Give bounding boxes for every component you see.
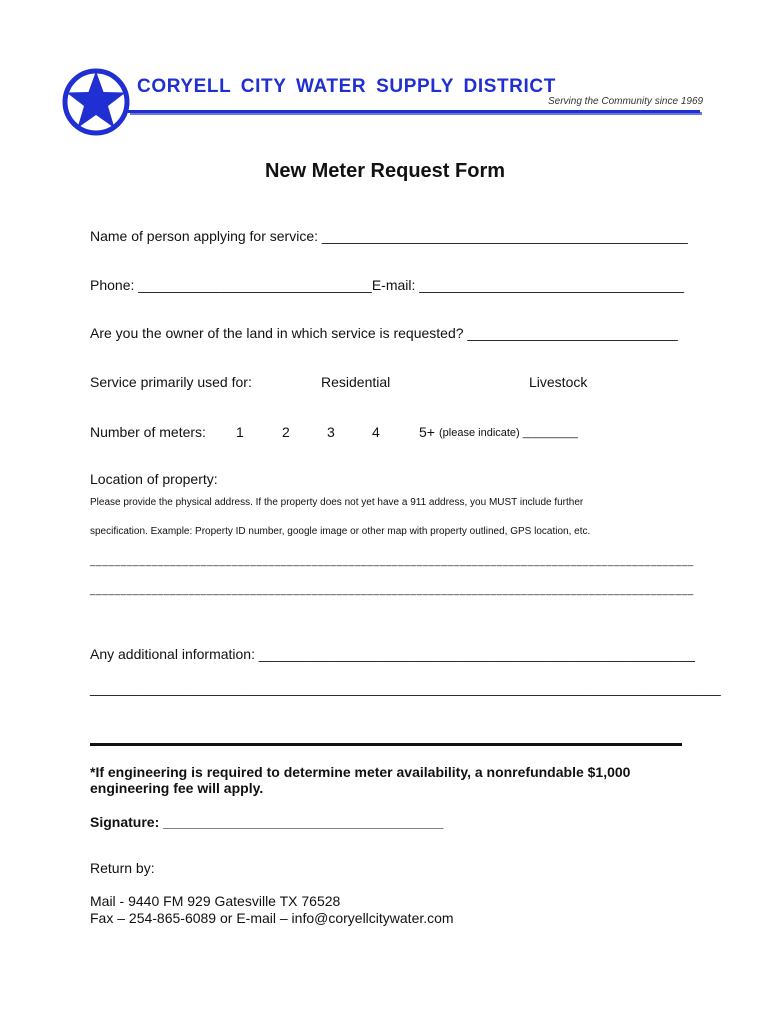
additional-info-field-line[interactable]: _________________________________________________________________________________ <box>90 680 721 696</box>
organization-tagline: Serving the Community since 1969 <box>548 96 704 107</box>
meter-count-indicate-field[interactable]: (please indicate) _________ <box>439 427 578 439</box>
organization-name: CORYELL CITY WATER SUPPLY DISTRICT <box>137 76 556 97</box>
meter-option-3[interactable]: 3 <box>327 424 335 440</box>
engineering-fee-notice-continued: engineering fee will apply. <box>90 780 264 796</box>
meter-option-2[interactable]: 2 <box>282 424 290 440</box>
return-by-label: Return by: <box>90 860 155 876</box>
signature-field[interactable]: Signature: ____________________________________ <box>90 814 444 830</box>
engineering-fee-notice: *If engineering is required to determine meter availability, a nonrefundable $1,000 <box>90 764 631 780</box>
meter-count-label: Number of meters: <box>90 424 206 440</box>
location-field-line[interactable]: __________________________________________________________________________________________________ <box>90 585 694 596</box>
option-residential[interactable]: Residential <box>321 374 391 390</box>
additional-info-field[interactable]: Any additional information: ________________________________________________________ <box>90 646 695 662</box>
location-field-line[interactable]: __________________________________________________________________________________________________ <box>90 556 694 567</box>
option-livestock[interactable]: Livestock <box>529 374 588 390</box>
service-use-label: Service primarily used for: <box>90 374 252 390</box>
header-rule <box>128 110 700 113</box>
location-instructions-continued: specification. Example: Property ID number, google image or other map with property outlined, GPS location, etc. <box>90 526 591 537</box>
meter-option-4[interactable]: 4 <box>372 424 380 440</box>
land-owner-field[interactable]: Are you the owner of the land in which service is requested? ___________________________ <box>90 325 678 341</box>
star-circle-icon <box>62 68 130 136</box>
mail-address: Mail - 9440 FM 929 Gatesville TX 76528 <box>90 893 341 909</box>
meter-option-1[interactable]: 1 <box>236 424 244 440</box>
meter-option-5-plus[interactable]: 5+ <box>419 424 435 440</box>
phone-email-field[interactable]: Phone: ______________________________E-mail: __________________________________ <box>90 277 685 293</box>
form-title: New Meter Request Form <box>264 160 506 182</box>
applicant-name-field[interactable]: Name of person applying for service: _______________________________________________ <box>90 228 688 244</box>
section-divider <box>90 743 682 746</box>
location-instructions: Please provide the physical address. If the property does not yet have a 911 address, you MUST include further <box>90 497 584 508</box>
location-label: Location of property: <box>90 471 218 487</box>
fax-email-contact: Fax – 254-865-6089 or E-mail – info@coryellcitywater.com <box>90 910 454 926</box>
